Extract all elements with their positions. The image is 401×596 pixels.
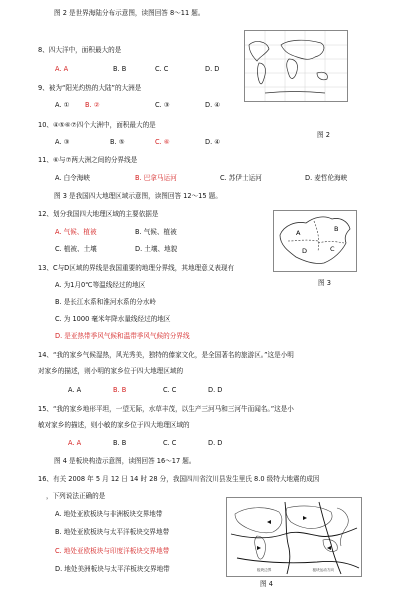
q14-option-c[interactable]: C. C (163, 386, 177, 394)
q9-options (55, 101, 235, 110)
world-map-figure (244, 30, 348, 102)
q14-option-b[interactable]: B. B (113, 386, 127, 394)
q9-option-b[interactable]: B. ② (85, 101, 100, 109)
plate-tectonics-drawing (227, 498, 361, 576)
q8-option-d[interactable]: D. D (205, 65, 220, 73)
q15-stem-continued: 敏对家乡的描述，则小敏的家乡位于四大地理区域的 (38, 421, 190, 429)
legend-boundary: 板块边界 (257, 568, 272, 572)
q12-option-d[interactable]: D. 土壤、地貌 (135, 245, 178, 253)
fig4-legend (257, 568, 334, 573)
q11-options (55, 174, 395, 183)
q8-options (55, 65, 235, 74)
caption-fig2: 图 2 (317, 131, 330, 139)
q8-option-a[interactable]: A. A (55, 65, 69, 73)
world-map-drawing (245, 31, 347, 101)
q9-option-a[interactable]: A. ① (55, 101, 70, 109)
q11-option-b[interactable]: B. 巴拿马运河 (135, 174, 177, 182)
q13-stem: 13、C与D区域的界线是我国重要的地理分界线，其地理意义表现有 (38, 264, 235, 272)
caption-fig3: 图 3 (318, 279, 331, 287)
q15-option-d[interactable]: D. D (208, 439, 223, 447)
q14-option-d[interactable]: D. D (208, 386, 223, 394)
q16-option-a[interactable]: A. 地处亚欧板块与非洲板块交界地带 (55, 510, 163, 518)
q13-option-c[interactable]: C. 为 1000 毫米年降水量线经过的地区 (55, 315, 171, 323)
q11-option-a[interactable]: A. 白令海峡 (55, 174, 90, 182)
legend-direction: 板块运动方向 (312, 568, 335, 572)
q12-options-cd (55, 245, 235, 254)
q16-stem: 16、有关 2008 年 5 月 12 日 14 时 28 分，我国四川省汶川县发生里氏 8.0 级特大地震的成因 (38, 475, 320, 483)
q16-option-c[interactable]: C. 地处亚欧板块与印度洋板块交界地带 (55, 547, 170, 555)
q9-stem: 9、被为“阳光灼热的大陆”的大洲是 (38, 84, 142, 92)
q11-option-d[interactable]: D. 麦哲伦海峡 (305, 174, 348, 182)
q12-stem: 12、划分我国四大地理区域的主要依据是 (38, 210, 159, 218)
q16-stem-continued: ，下列说法正确的是 (46, 492, 106, 500)
q15-options (68, 439, 248, 448)
q12-option-c[interactable]: C. 植被、土壤 (55, 245, 97, 253)
q14-options (68, 386, 248, 395)
q14-stem-continued: 对家乡的描述，则小明的家乡位于四大地理区域的 (38, 367, 184, 375)
q15-stem: 15、“我的家乡地形平坦，一望无际，水草丰茂，以生产三河马和三河牛而闻名。”这是小 (38, 405, 294, 413)
china-regions-drawing (274, 211, 356, 271)
q12-option-b[interactable]: B. 气候、植被 (135, 228, 177, 236)
q13-option-b[interactable]: B. 是长江水系和淮河水系的分水岭 (55, 298, 157, 306)
fig3-label-d: D (302, 247, 308, 255)
q10-stem: 10、④⑤⑥⑦四个大洲中，面积最大的是 (38, 121, 156, 129)
fig3-label-c: C (330, 245, 335, 253)
q8-stem: 8、四大洋中，面积最大的是 (38, 46, 122, 54)
china-regions-figure (273, 210, 357, 272)
q13-option-a[interactable]: A. 为1月0℃等温线经过的地区 (55, 281, 146, 289)
q16-option-b[interactable]: B. 地处亚欧板块与太平洋板块交界地带 (55, 528, 170, 536)
q11-option-c[interactable]: C. 苏伊士运河 (220, 174, 262, 182)
q12-options-ab (55, 228, 235, 237)
q10-option-c[interactable]: C. ⑥ (155, 138, 170, 146)
q8-option-c[interactable]: C. C (155, 65, 169, 73)
q14-stem: 14、“我的家乡气候湿热，风光秀美，独特的傣家文化，是全国著名的旅游区。”这是小明 (38, 351, 294, 359)
fig3-label-a: A (296, 229, 301, 237)
q15-option-b[interactable]: B. B (113, 439, 127, 447)
caption-fig4: 图 4 (260, 580, 273, 588)
fig3-label-b: B (334, 225, 339, 233)
q15-option-a[interactable]: A. A (68, 439, 82, 447)
q9-option-d[interactable]: D. ④ (205, 101, 221, 109)
q12-option-a[interactable]: A. 气候、植被 (55, 228, 97, 236)
q9-option-c[interactable]: C. ③ (155, 101, 170, 109)
plate-tectonics-figure (226, 497, 362, 577)
q10-option-b[interactable]: B. ⑤ (110, 138, 125, 146)
intro-fig2: 图 2 是世界海陆分布示意图，读图回答 8～11 题。 (54, 9, 205, 17)
q14-option-a[interactable]: A. A (68, 386, 82, 394)
q10-options (55, 138, 235, 147)
q13-option-d[interactable]: D. 是亚热带季风气候和温带季风气候的分界线 (55, 332, 190, 340)
q10-option-a[interactable]: A. ③ (55, 138, 70, 146)
q8-option-b[interactable]: B. B (113, 65, 127, 73)
q15-option-c[interactable]: C. C (163, 439, 177, 447)
q11-stem: 11、⑥与⑦两大洲之间的分界线是 (38, 156, 138, 164)
intro-fig4: 图 4 是板块构造示意图，读图回答 16～17 题。 (54, 457, 196, 465)
q10-option-d[interactable]: D. ④ (205, 138, 221, 146)
q16-option-d[interactable]: D. 地处美洲板块与太平洋板块交界地带 (55, 565, 170, 573)
intro-fig3: 图 3 是我国四大地理区域示意图，读图回答 12～15 题。 (54, 192, 222, 200)
